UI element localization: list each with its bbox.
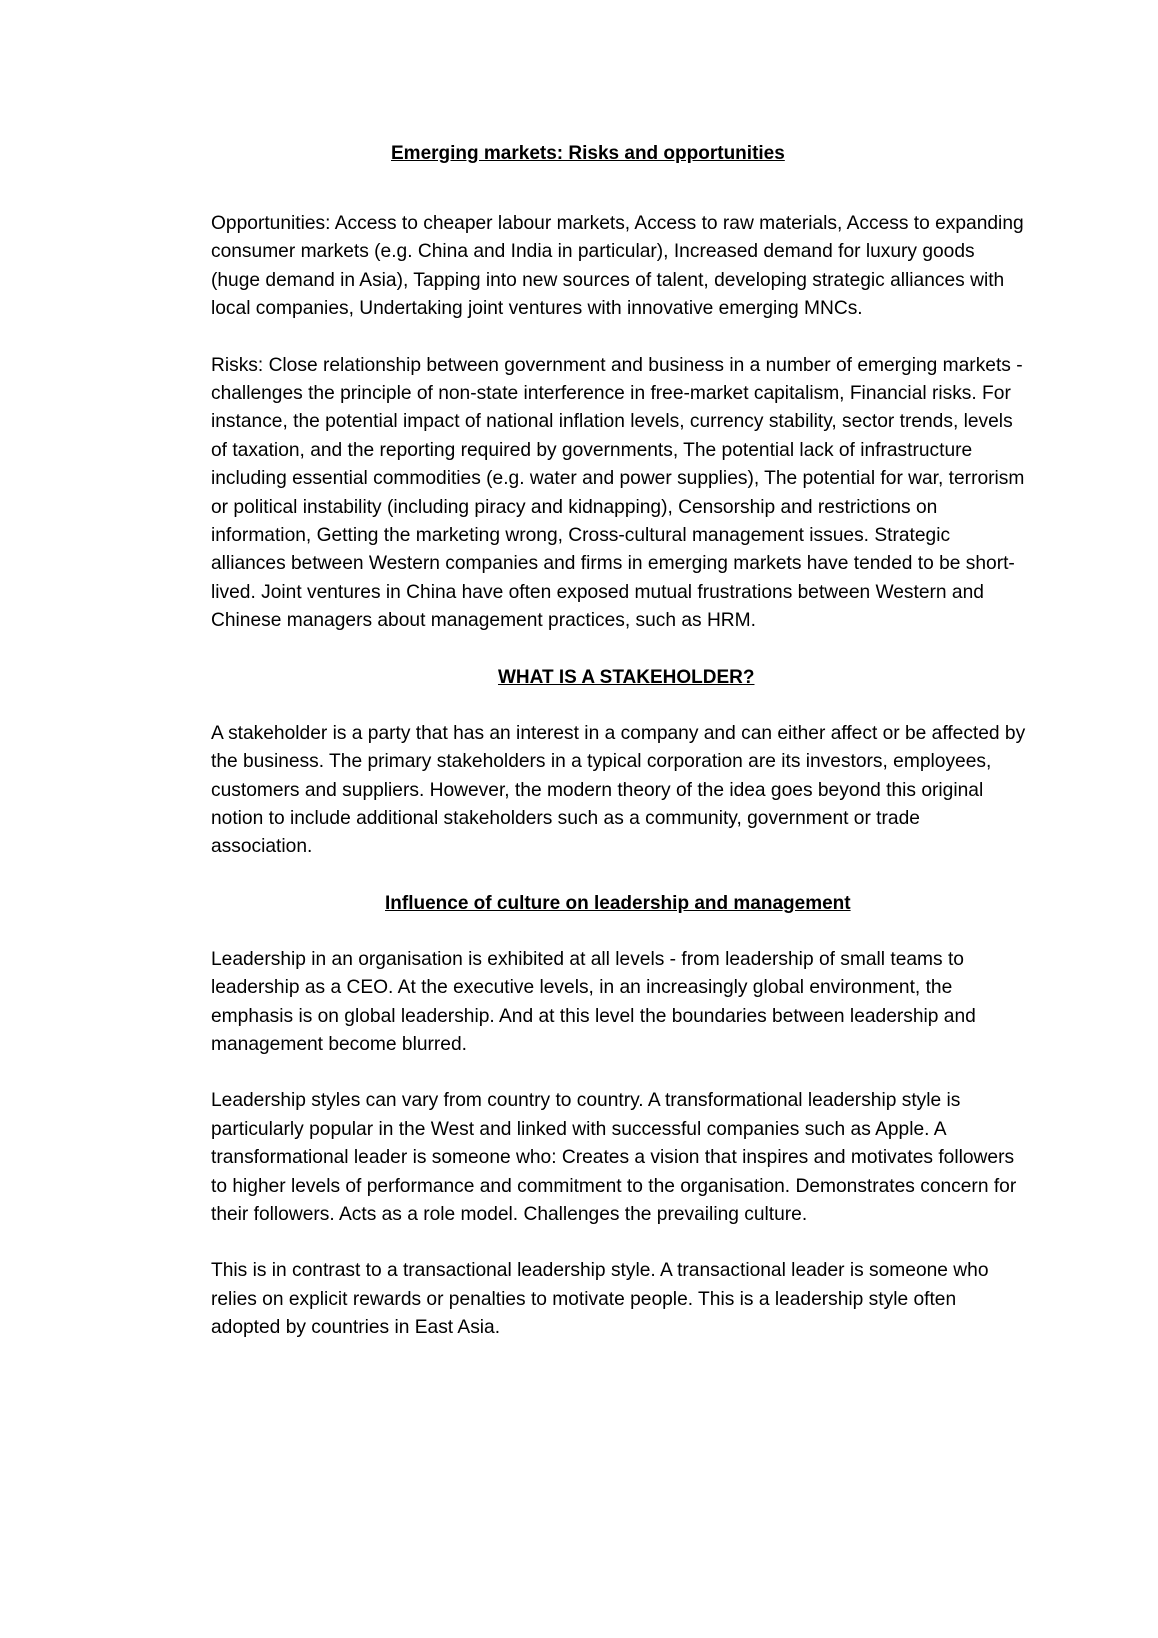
heading-stakeholder: WHAT IS A STAKEHOLDER? [498,666,755,688]
paragraph-leadership-levels: Leadership in an organisation is exhibited at all levels - from leadership of small teams to leadership as a CEO. At the executive levels, in an increasingly global environment, the emphasis is on global leadership. And at this level the boundaries between leadership and management become blurred. [211,948,976,1055]
paragraph-risks: Risks: Close relationship between government and business in a number of emerging markets - challenges the principle of non-state interference in free-market capitalism, Financial risks. For instance, the potential impact of national inflation levels, currency stability, sector trends, levels of taxation, and the reporting required by governments, The potential lack of infrastructure including essential commodities (e.g. water and power supplies), The potential for war, terrorism or political instability (including piracy and kidnapping), Censorship and restrictions on information, Getting the marketing wrong, Cross-cultural management issues. Strategic alliances between Western companies and firms in emerging markets have tended to be short-lived. Joint ventures in China have often exposed mutual frustrations between Western and Chinese managers about management practices, such as HRM. [211,354,1025,632]
paragraph-opportunities: Opportunities: Access to cheaper labour markets, Access to raw materials, Access to expanding consumer markets (e.g. China and India in particular), Increased demand for luxury goods (huge demand in Asia), Tapping into new sources of talent, developing strategic alliances with local companies, Undertaking joint ventures with innovative emerging MNCs. [211,213,1024,320]
heading-emerging-markets: Emerging markets: Risks and opportunities [391,143,785,164]
document-body [211,140,1026,1343]
heading-culture-leadership: Influence of culture on leadership and management [385,892,851,914]
paragraph-stakeholder-definition: A stakeholder is a party that has an interest in a company and can either affect or be affected by the business. The primary stakeholders in a typical corporation are its investors, employees, customers and suppliers. However, the modern theory of the idea goes beyond this original notion to include additional stakeholders such as a community, government or trade association. [211,722,1026,858]
paragraph-transactional-leadership: This is in contrast to a transactional leadership style. A transactional leader is someone who relies on explicit rewards or penalties to motivate people. This is a leadership style often adopted by countries in East Asia. [211,1260,989,1339]
paragraph-transformational-leadership: Leadership styles can vary from country to country. A transformational leadership style is particularly popular in the West and linked with successful companies such as Apple. A transformational leader is someone who: Creates a vision that inspires and motivates followers to higher levels of performance and commitment to the organisation. Demonstrates concern for their followers. Acts as a role model. Challenges the prevailing culture. [211,1090,1017,1225]
